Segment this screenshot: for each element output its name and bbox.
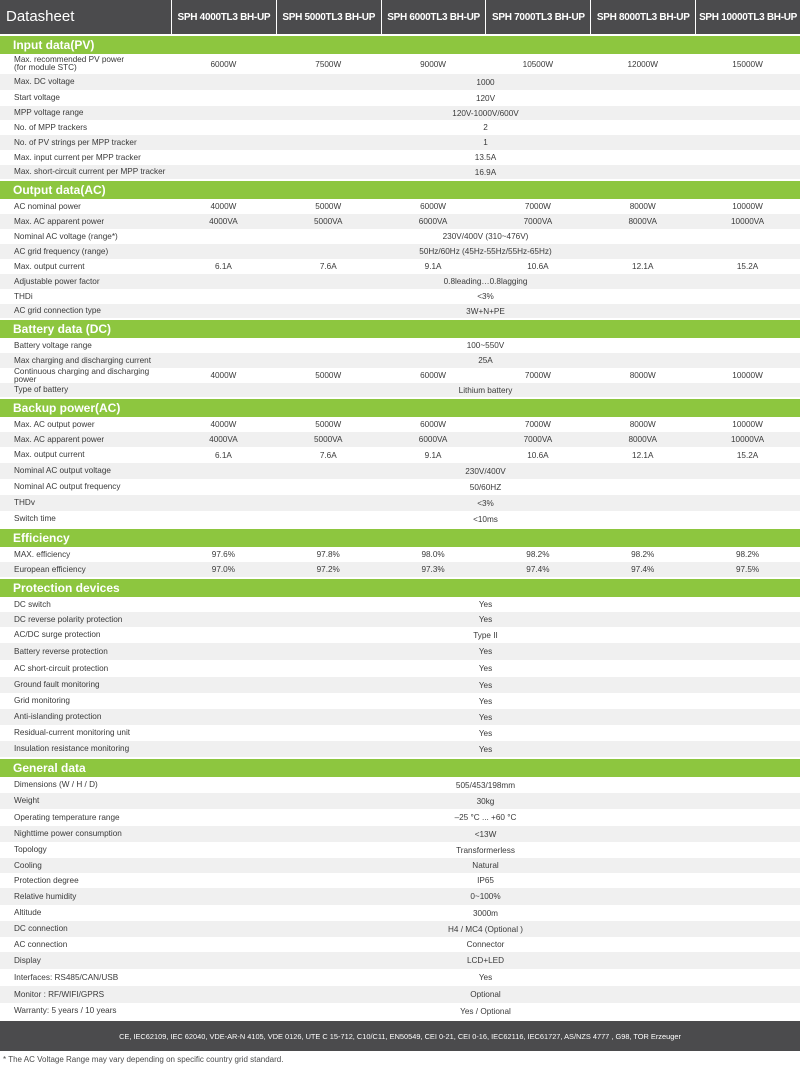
spec-value: 7.6A <box>319 262 337 271</box>
spec-value: 7000VA <box>523 435 553 444</box>
spec-label: Operating temperature range <box>14 812 120 822</box>
spec-value-all-models: <10ms <box>473 514 498 524</box>
spec-value: 9.1A <box>424 262 442 271</box>
spec-value-all-models: 230V/400V (310~476V) <box>442 232 529 241</box>
spec-label: Max. short-circuit current per MPP tracker <box>14 167 166 176</box>
spec-label: Continuous charging and discharging power <box>14 366 150 384</box>
spec-label: AC grid connection type <box>14 306 101 315</box>
spec-value: 4000W <box>210 202 237 211</box>
spec-value: 10000W <box>732 371 763 380</box>
spec-value: 6000W <box>420 371 447 380</box>
spec-value-all-models: <3% <box>477 498 494 508</box>
spec-value-all-models: Yes / Optional <box>460 1006 511 1016</box>
spec-value-all-models: –25 °C ... +60 °C <box>454 813 517 822</box>
spec-value-all-models: Yes <box>478 664 493 673</box>
spec-value: 5000W <box>315 202 342 211</box>
spec-value: 10000VA <box>731 217 765 226</box>
spec-value: 5000W <box>315 371 342 380</box>
spec-value: 97.2% <box>316 565 340 574</box>
spec-value: 12000W <box>627 59 658 69</box>
spec-value-all-models: Optional <box>470 990 501 999</box>
spec-value-all-models: 25A <box>478 356 493 365</box>
spec-label: Max. input current per MPP tracker <box>14 152 141 162</box>
section-title: Battery data (DC) <box>0 318 800 338</box>
spec-value-all-models: 120V-1000V/600V <box>452 108 519 118</box>
spec-label: Battery voltage range <box>14 340 92 350</box>
spec-value: 6000W <box>420 202 447 211</box>
spec-row <box>0 479 800 495</box>
spec-value: 5000VA <box>313 435 343 444</box>
spec-value: 98.2% <box>735 550 760 559</box>
spec-label: No. of MPP trackers <box>14 122 88 132</box>
spec-value-all-models: <13W <box>474 829 497 839</box>
spec-row <box>0 463 800 479</box>
spec-label: Nighttime power consumption <box>14 829 122 838</box>
spec-row <box>0 986 800 1003</box>
spec-row <box>0 106 800 120</box>
spec-value-all-models: 50Hz/60Hz (45Hz-55Hz/55Hz-65Hz) <box>419 247 552 256</box>
spec-label: Interfaces: RS485/CAN/USB <box>14 972 119 982</box>
spec-value: 9000W <box>420 59 447 69</box>
spec-label: Dimensions (W / H / D) <box>14 780 98 789</box>
spec-label: Nominal AC output frequency <box>14 482 121 491</box>
section-title: General data <box>0 757 800 777</box>
spec-row <box>0 842 800 858</box>
spec-label: DC reverse polarity protection <box>14 614 123 624</box>
spec-row <box>0 725 800 741</box>
spec-label: Insulation resistance monitoring <box>14 744 130 753</box>
spec-row <box>0 274 800 289</box>
spec-row <box>0 447 800 463</box>
spec-label: Max. AC apparent power <box>14 434 105 444</box>
spec-row <box>0 511 800 527</box>
spec-label: Residual-current monitoring unit <box>14 728 131 737</box>
section-title: Protection devices <box>0 577 800 597</box>
spec-value: 7000VA <box>523 217 553 226</box>
spec-value: 97.8% <box>316 550 340 559</box>
spec-label: Grid monitoring <box>14 696 70 705</box>
spec-row <box>0 120 800 135</box>
spec-value: 6000VA <box>418 435 448 444</box>
spec-row <box>0 643 800 660</box>
spec-row <box>0 627 800 643</box>
spec-value-all-models: Natural <box>472 861 499 870</box>
spec-label: Weight <box>14 796 40 805</box>
spec-value: 10.6A <box>527 262 549 271</box>
datasheet-header <box>0 0 800 34</box>
spec-row <box>0 969 800 986</box>
spec-value: 6.1A <box>214 262 232 271</box>
spec-value: 7000W <box>524 202 551 211</box>
spec-label: AC short-circuit protection <box>14 663 109 673</box>
spec-row <box>0 135 800 150</box>
spec-label: Topology <box>14 845 47 854</box>
spec-label: Max. output current <box>14 450 85 459</box>
spec-value: 7500W <box>315 59 342 69</box>
spec-value-all-models: 13.5A <box>474 153 497 162</box>
model-header: SPH 7000TL3 BH-UP <box>485 0 590 34</box>
spec-value: 7.6A <box>319 450 337 460</box>
spec-value-all-models: 120V <box>475 93 496 103</box>
spec-label: Battery reverse protection <box>14 646 108 656</box>
spec-label: Max. DC voltage <box>14 77 75 86</box>
spec-value: 8000VA <box>628 217 657 226</box>
page-title: Datasheet <box>6 8 75 25</box>
spec-value: 10500W <box>522 59 554 69</box>
spec-row <box>0 597 800 612</box>
spec-label: MPP voltage range <box>14 108 84 117</box>
spec-row <box>0 304 800 318</box>
spec-row <box>0 937 800 952</box>
spec-value: 12.1A <box>632 262 654 271</box>
spec-value-all-models: Yes <box>478 680 493 690</box>
spec-value-all-models: 50/60HZ <box>469 482 502 492</box>
spec-label: Max. recommended PV power (for module STC) <box>14 55 125 72</box>
section-title: Backup power(AC) <box>0 397 800 417</box>
spec-label: Ground fault monitoring <box>14 680 100 689</box>
spec-label: DC switch <box>14 599 51 609</box>
spec-label: Max. AC output power <box>14 419 95 429</box>
section-title: Efficiency <box>0 527 800 547</box>
model-header: SPH 5000TL3 BH-UP <box>276 0 381 34</box>
spec-row <box>0 793 800 809</box>
spec-label: THDv <box>14 498 35 507</box>
spec-row <box>0 777 800 793</box>
spec-value-all-models: IP65 <box>477 876 494 885</box>
spec-value-all-models: Yes <box>478 744 493 754</box>
spec-value-all-models: 100~550V <box>466 341 505 350</box>
model-header: SPH 10000TL3 BH-UP <box>695 0 800 34</box>
spec-row <box>0 259 800 274</box>
spec-value-all-models: Yes <box>478 712 493 722</box>
spec-value-all-models: Lithium battery <box>458 385 513 395</box>
spec-row <box>0 54 800 74</box>
footnote: * The AC Voltage Range may vary depending on specific country grid standard. <box>3 1055 284 1064</box>
spec-row <box>0 921 800 937</box>
spec-value: 5000VA <box>313 217 343 226</box>
spec-value-all-models: <3% <box>477 292 494 301</box>
spec-label: Protection degree <box>14 875 79 885</box>
spec-value-all-models: Yes <box>478 615 493 624</box>
spec-label: Relative humidity <box>14 891 77 901</box>
spec-label: Switch time <box>14 514 56 523</box>
spec-row <box>0 1003 800 1019</box>
spec-label: MAX. efficiency <box>14 549 71 559</box>
spec-value: 5000W <box>315 420 342 429</box>
spec-label: Cooling <box>14 860 42 870</box>
spec-value-all-models: 0~100% <box>470 892 501 901</box>
spec-value: 7000W <box>524 371 551 380</box>
spec-value-all-models: Yes <box>478 600 493 609</box>
spec-label: Nominal AC output voltage <box>14 466 111 475</box>
spec-row <box>0 741 800 757</box>
spec-label: Nominal AC voltage (range*) <box>14 231 118 241</box>
spec-row <box>0 858 800 873</box>
spec-value: 7000W <box>524 420 551 429</box>
spec-value-all-models: 30kg <box>476 796 495 806</box>
spec-value: 98.2% <box>631 550 655 559</box>
spec-row <box>0 417 800 432</box>
spec-row <box>0 612 800 627</box>
spec-value: 97.5% <box>735 565 760 574</box>
spec-value: 97.4% <box>631 565 655 574</box>
certifications-bar: CE, IEC62109, IEC 62040, VDE-AR-N 4105, VDE 0126, UTE C 15-712, C10/C11, EN50549, CEI 0-21, CEI 0-16, IEC62116, IEC61727, AS/NZS 4777 , G98, TOR Erzeuger <box>0 1021 800 1051</box>
spec-value-all-models: Yes <box>478 973 493 982</box>
spec-value: 6.1A <box>214 450 232 460</box>
spec-label: AC grid frequency (range) <box>14 246 109 256</box>
spec-value-all-models: Yes <box>478 696 493 706</box>
spec-label: Max. output current <box>14 261 85 271</box>
spec-label: Adjustable power factor <box>14 276 100 286</box>
spec-value-all-models: Yes <box>478 647 493 656</box>
spec-sections <box>0 34 800 1019</box>
spec-value: 8000VA <box>628 435 657 444</box>
spec-value: 4000VA <box>209 435 238 444</box>
spec-value: 8000W <box>629 420 656 429</box>
section-title: Input data(PV) <box>0 34 800 54</box>
spec-label: Altitude <box>14 908 42 917</box>
spec-value: 15.2A <box>736 450 759 460</box>
spec-label: Anti-islanding protection <box>14 712 102 721</box>
spec-row <box>0 214 800 229</box>
spec-value: 6000VA <box>418 217 448 226</box>
spec-value-all-models: 0.8leading…0.8lagging <box>443 277 528 286</box>
spec-row <box>0 562 800 577</box>
spec-value-all-models: 230V/400V <box>465 466 506 476</box>
spec-row <box>0 693 800 709</box>
spec-label: AC nominal power <box>14 201 81 211</box>
spec-value: 6000W <box>210 59 237 69</box>
spec-row <box>0 383 800 397</box>
spec-value-all-models: Transformerless <box>456 845 515 855</box>
spec-row <box>0 660 800 677</box>
spec-value-all-models: Type II <box>473 630 498 640</box>
spec-value: 4000W <box>210 371 237 380</box>
spec-value: 9.1A <box>424 450 442 460</box>
spec-value-all-models: 505/453/198mm <box>455 780 516 790</box>
spec-row <box>0 873 800 888</box>
spec-row <box>0 229 800 244</box>
spec-value: 97.4% <box>526 565 550 574</box>
spec-row <box>0 905 800 921</box>
spec-row <box>0 368 800 383</box>
spec-value: 12.1A <box>632 450 654 460</box>
model-header: SPH 4000TL3 BH-UP <box>171 0 276 34</box>
spec-row <box>0 709 800 725</box>
spec-label: DC connection <box>14 924 68 933</box>
spec-row <box>0 165 800 179</box>
section-title: Output data(AC) <box>0 179 800 199</box>
spec-row <box>0 432 800 447</box>
spec-value-all-models: 16.9A <box>474 167 497 177</box>
spec-row <box>0 495 800 511</box>
spec-value-all-models: LCD+LED <box>466 956 505 965</box>
spec-label: Type of battery <box>14 385 69 394</box>
spec-value-all-models: H4 / MC4 (Optional ) <box>447 924 524 934</box>
spec-value: 98.2% <box>526 550 550 559</box>
spec-row <box>0 338 800 353</box>
spec-label: Start voltage <box>14 93 60 102</box>
spec-value: 97.0% <box>211 565 236 574</box>
spec-value-all-models: 3W+N+PE <box>466 306 505 316</box>
spec-row <box>0 289 800 304</box>
spec-row <box>0 888 800 905</box>
spec-value: 10000VA <box>731 435 765 444</box>
spec-row <box>0 353 800 368</box>
spec-value: 15000W <box>732 59 763 69</box>
spec-label: Monitor : RF/WIFI/GPRS <box>14 989 105 999</box>
spec-row <box>0 150 800 165</box>
spec-label: AC connection <box>14 939 68 949</box>
spec-value: 10000W <box>732 202 763 211</box>
spec-value: 8000W <box>629 371 656 380</box>
spec-value: 10000W <box>732 420 763 429</box>
spec-label: THDi <box>14 291 33 301</box>
spec-value: 10.6A <box>527 450 549 460</box>
spec-label: Max charging and discharging current <box>14 355 151 365</box>
spec-row <box>0 90 800 106</box>
spec-value: 8000W <box>629 202 656 211</box>
spec-row <box>0 826 800 842</box>
model-header: SPH 8000TL3 BH-UP <box>590 0 695 34</box>
spec-value: 98.0% <box>421 550 445 559</box>
spec-value-all-models: Connector <box>466 940 505 949</box>
spec-value-all-models: 3000m <box>472 908 499 918</box>
spec-value: 97.3% <box>421 565 445 574</box>
spec-value-all-models: 1000 <box>476 77 495 87</box>
spec-row <box>0 244 800 259</box>
spec-row <box>0 952 800 969</box>
spec-value: 6000W <box>420 420 447 429</box>
spec-label: Display <box>14 955 41 965</box>
spec-row <box>0 677 800 693</box>
spec-row <box>0 547 800 562</box>
spec-value: 4000VA <box>209 217 238 226</box>
spec-value: 4000W <box>210 420 237 429</box>
spec-value-all-models: 2 <box>483 123 488 132</box>
spec-label: European efficiency <box>14 564 86 574</box>
spec-row <box>0 199 800 214</box>
spec-value-all-models: 1 <box>483 138 488 147</box>
model-header: SPH 6000TL3 BH-UP <box>381 0 486 34</box>
spec-value-all-models: Yes <box>478 728 493 738</box>
spec-label: Warranty: 5 years / 10 years <box>14 1006 117 1015</box>
spec-label: Max. AC apparent power <box>14 216 105 226</box>
spec-row <box>0 74 800 90</box>
spec-label: AC/DC surge protection <box>14 630 101 639</box>
spec-label: No. of PV strings per MPP tracker <box>14 137 137 147</box>
spec-value: 15.2A <box>736 262 759 271</box>
spec-row <box>0 809 800 826</box>
spec-value: 97.6% <box>211 550 236 559</box>
